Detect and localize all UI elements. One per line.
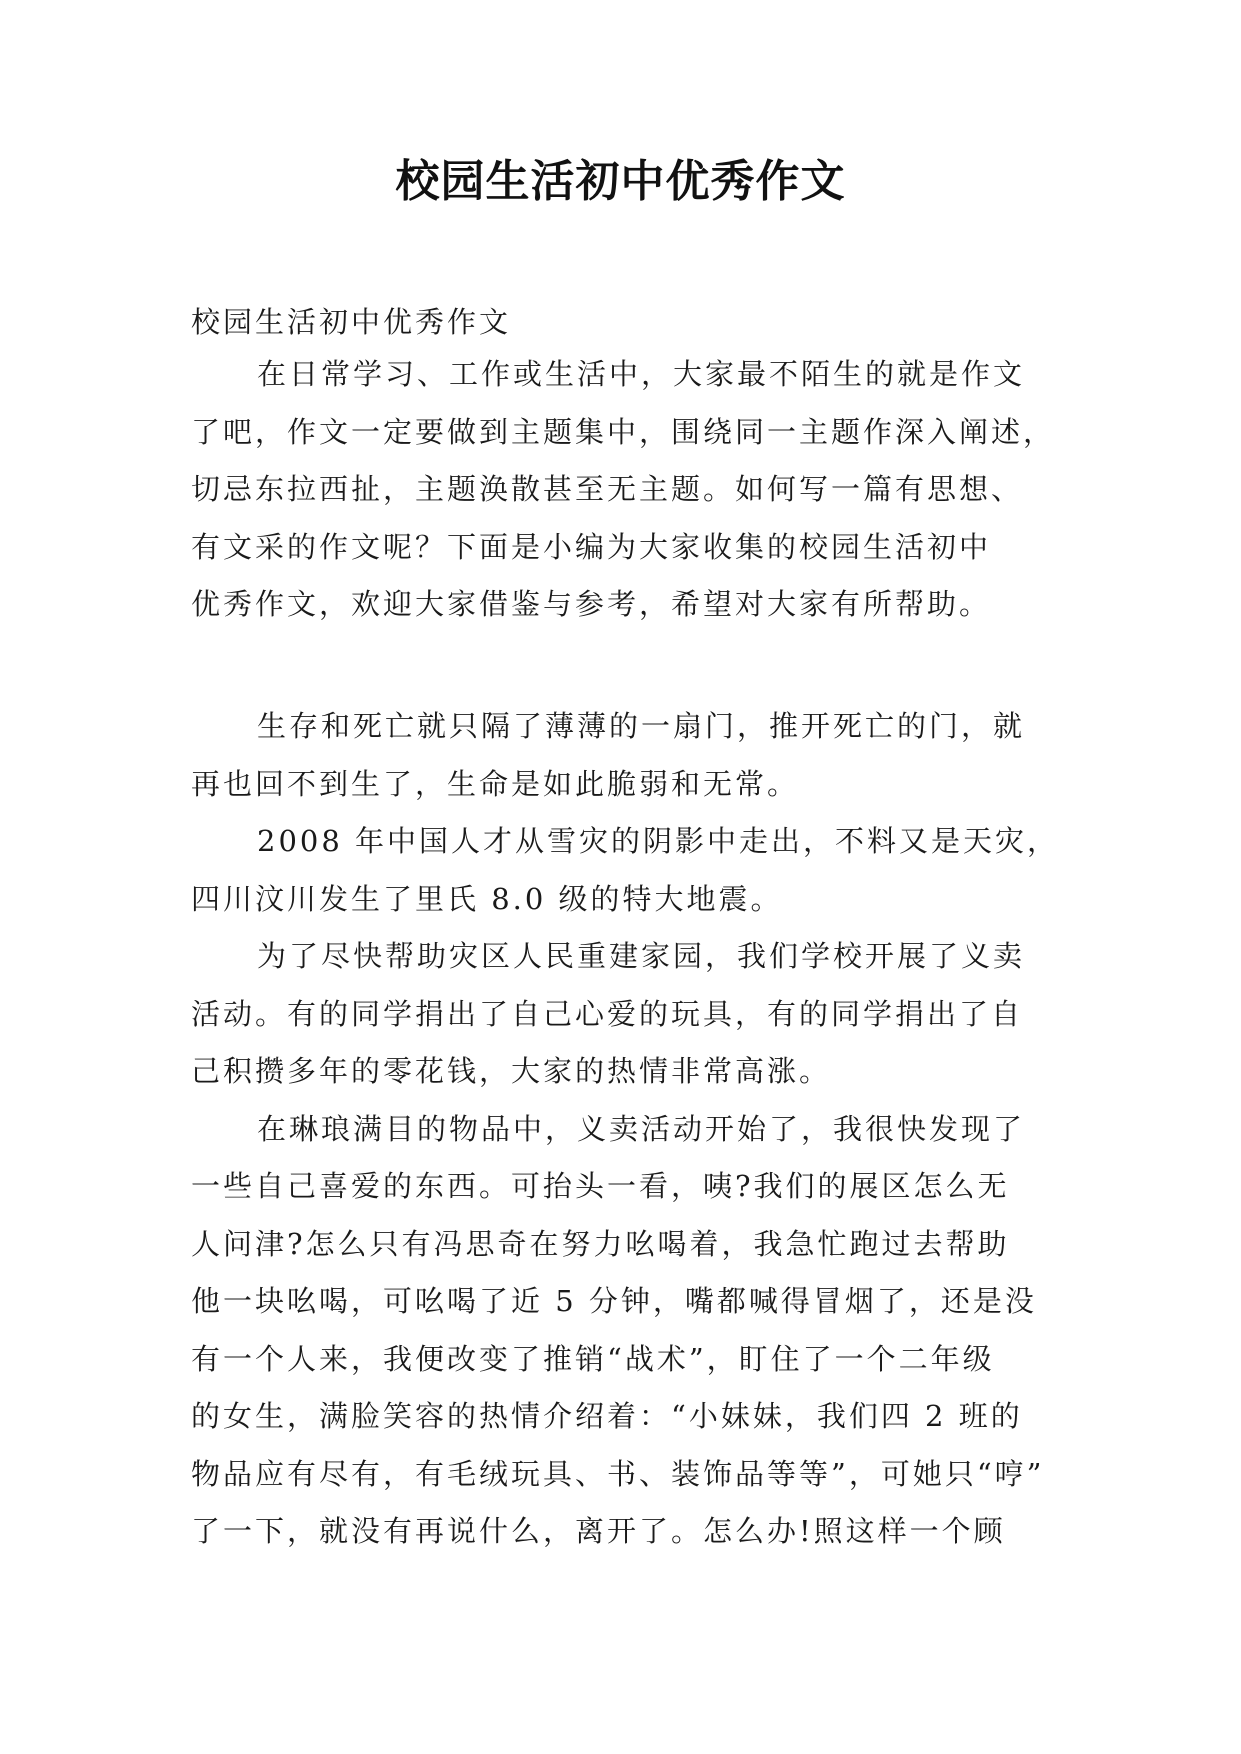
- intro-paragraph: [191, 346, 1071, 634]
- intro-line: 了吧，作文一定要做到主题集中，围绕同一主题作深入阐述，: [191, 414, 1056, 449]
- essay-line: 一些自己喜爱的东西。可抬头一看，咦?我们的展区怎么无: [191, 1169, 1010, 1203]
- intro-line: 切忌东拉西扯，主题涣散甚至无主题。如何写一篇有思想、: [191, 472, 1024, 506]
- essay-line: 物品应有尽有，有毛绒玩具、书、装饰品等等”，可她只“哼”: [191, 1456, 1045, 1491]
- essay-line: 生存和死亡就只隔了薄薄的一扇门，推开死亡的门，就: [257, 709, 1026, 743]
- essay-line: 人问津?怎么只有冯思奇在努力吆喝着，我急忙跑过去帮助: [191, 1226, 1010, 1261]
- essay-line: 再也回不到生了，生命是如此脆弱和无常。: [191, 766, 800, 801]
- subtitle-line: 校园生活初中优秀作文: [191, 305, 512, 339]
- essay-line: 了一下，就没有再说什么，离开了。怎么办!照这样一个顾: [191, 1514, 1006, 1548]
- essay-line: 四川汶川发生了里氏 8.0 级的特大地震。: [191, 881, 783, 916]
- intro-line: 在日常学习、工作或生活中，大家最不陌生的就是作文: [257, 357, 1026, 391]
- essay-line: 在琳琅满目的物品中，义卖活动开始了，我很快发现了: [257, 1111, 1026, 1146]
- intro-line: 有文采的作文呢？下面是小编为大家收集的校园生活初中: [191, 529, 992, 564]
- essay-line: 有一个人来，我便改变了推销“战术”，盯住了一个二年级: [191, 1341, 995, 1376]
- document-subtitle: [191, 294, 1071, 352]
- essay-line: 己积攒多年的零花钱，大家的热情非常高涨。: [191, 1054, 832, 1088]
- document-title: 校园生活初中优秀作文: [395, 156, 846, 207]
- essay-line: 为了尽快帮助灾区人民重建家园，我们学校开展了义卖: [257, 939, 1026, 973]
- essay-line: 的女生，满脸笑容的热情介绍着：“小妹妹，我们四 2 班的: [191, 1399, 1023, 1433]
- essay-line: 他一块吆喝，可吆喝了近 5 分钟，嘴都喊得冒烟了，还是没: [191, 1284, 1037, 1318]
- essay-line: 活动。有的同学捐出了自己心爱的玩具，有的同学捐出了自: [191, 996, 1024, 1031]
- essay-line: 2008 年中国人才从雪灾的阴影中走出，不料又是天灾，: [257, 824, 1060, 858]
- essay-body: [191, 698, 1071, 1561]
- intro-line: 优秀作文，欢迎大家借鉴与参考，希望对大家有所帮助。: [191, 587, 992, 621]
